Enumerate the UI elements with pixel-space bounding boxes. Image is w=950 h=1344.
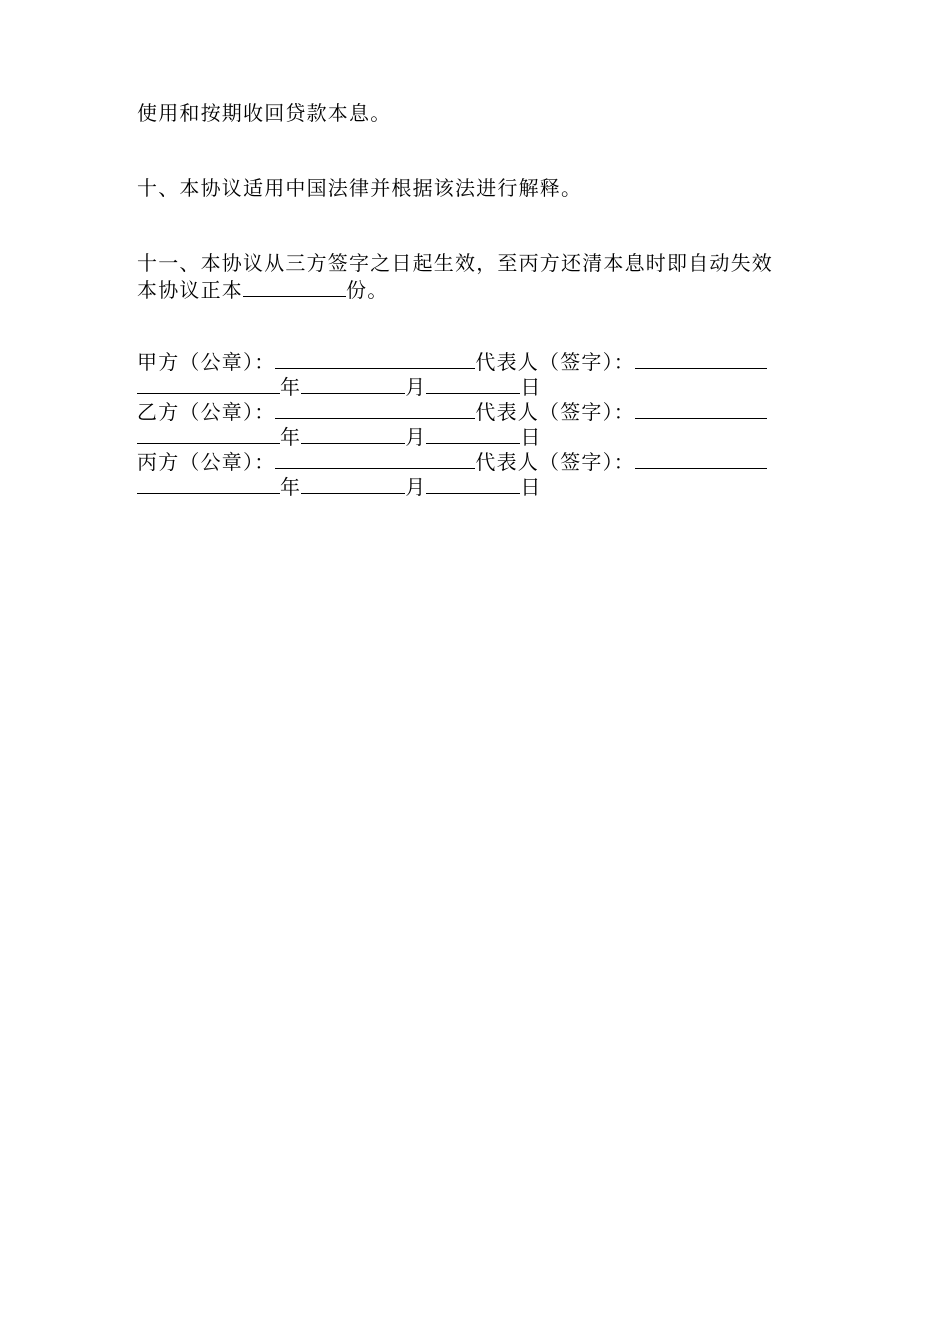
party-a-seal-label: 甲方（公章）： <box>137 350 276 374</box>
party-a-seal-blank <box>275 348 475 369</box>
month-label: 月 <box>405 425 427 449</box>
party-b-year-blank <box>137 423 280 444</box>
signature-party-c-row <box>137 448 767 473</box>
party-a-rep-label: 代表人（签字）： <box>475 350 636 374</box>
party-a-year-blank <box>137 373 280 394</box>
signature-party-a-date-row <box>137 373 542 398</box>
party-a-rep-blank <box>635 348 767 369</box>
party-a-day-blank <box>426 373 520 394</box>
month-label: 月 <box>405 475 427 499</box>
party-a-month-blank <box>301 373 405 394</box>
party-c-rep-blank <box>635 448 767 469</box>
year-label: 年 <box>280 475 302 499</box>
party-c-month-blank <box>301 473 405 494</box>
clause-11-line-2 <box>137 276 388 302</box>
copies-count-blank <box>243 276 346 297</box>
month-label: 月 <box>405 375 427 399</box>
party-b-rep-label: 代表人（签字）： <box>475 400 636 424</box>
year-label: 年 <box>280 375 302 399</box>
party-b-seal-label: 乙方（公章）： <box>137 400 276 424</box>
copies-prefix: 本协议正本 <box>137 278 243 302</box>
party-c-seal-label: 丙方（公章）： <box>137 450 276 474</box>
signature-party-a-row <box>137 348 767 373</box>
day-label: 日 <box>520 425 542 449</box>
clause-10: 十、本协议适用中国法律并根据该法进行解释。 <box>137 176 583 200</box>
copies-suffix: 份。 <box>346 278 389 302</box>
signature-party-b-date-row <box>137 423 542 448</box>
clause-11-line-1: 十一、本协议从三方签字之日起生效，至丙方还清本息时即自动失效 <box>137 251 773 275</box>
signature-party-b-row <box>137 398 767 423</box>
party-c-day-blank <box>426 473 520 494</box>
day-label: 日 <box>520 375 542 399</box>
year-label: 年 <box>280 425 302 449</box>
party-b-day-blank <box>426 423 520 444</box>
party-b-month-blank <box>301 423 405 444</box>
party-c-seal-blank <box>275 448 475 469</box>
party-c-year-blank <box>137 473 280 494</box>
day-label: 日 <box>520 475 542 499</box>
party-c-rep-label: 代表人（签字）： <box>475 450 636 474</box>
signature-party-c-date-row <box>137 473 542 498</box>
paragraph-continuation: 使用和按期收回贷款本息。 <box>137 101 392 125</box>
party-b-rep-blank <box>635 398 767 419</box>
party-b-seal-blank <box>275 398 475 419</box>
